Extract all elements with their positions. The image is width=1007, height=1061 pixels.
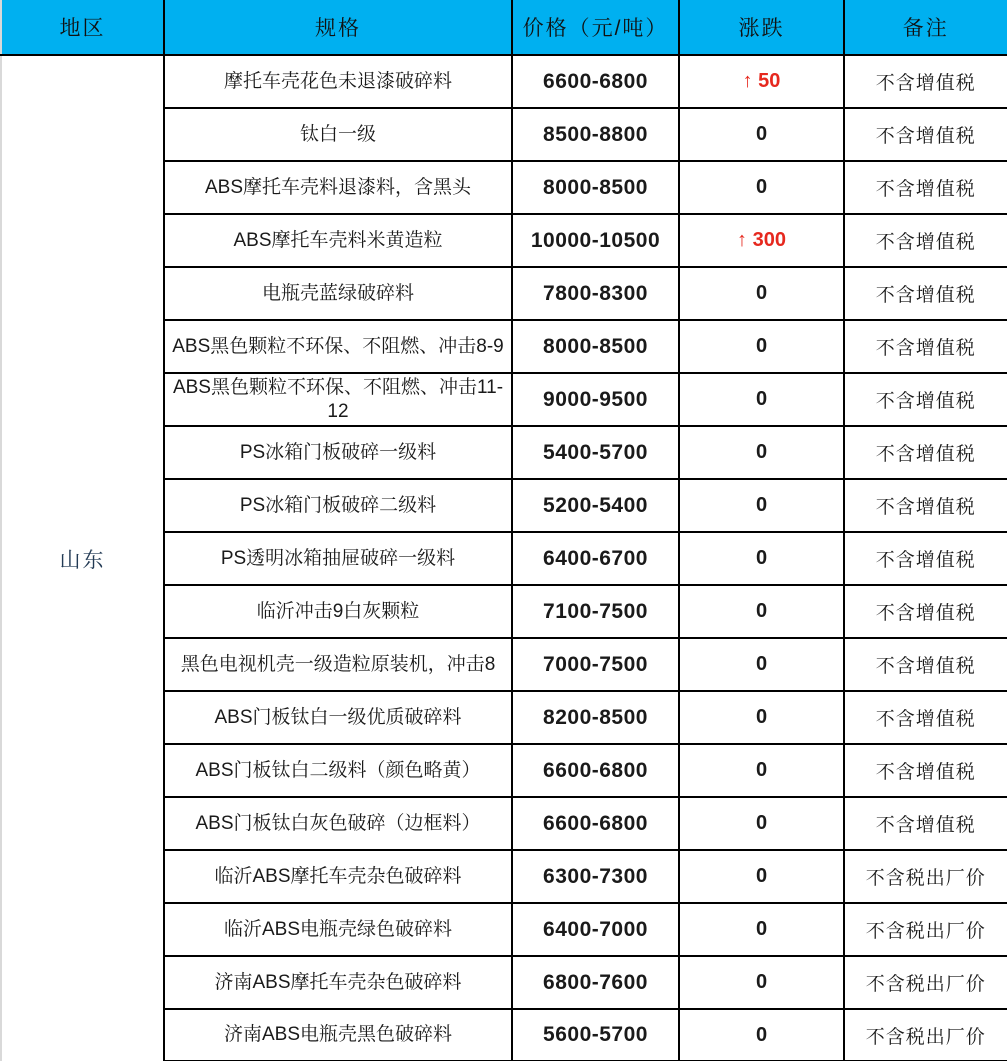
change-cell: 0 [679,585,844,638]
change-cell: 0 [679,691,844,744]
change-cell: ↑ 50 [679,55,844,108]
price-cell: 5600-5700 [512,1009,679,1061]
price-cell: 9000-9500 [512,373,679,426]
spec-cell: 临沂ABS摩托车壳杂色破碎料 [164,850,512,903]
price-cell: 6400-6700 [512,532,679,585]
change-cell: 0 [679,532,844,585]
remark-cell: 不含增值税 [844,532,1007,585]
spec-cell: PS冰箱门板破碎二级料 [164,479,512,532]
spec-cell: PS透明冰箱抽屉破碎一级料 [164,532,512,585]
remark-cell: 不含税出厂价 [844,850,1007,903]
change-cell: 0 [679,744,844,797]
spec-cell: ABS摩托车壳料退漆料，含黑头 [164,161,512,214]
remark-cell: 不含增值税 [844,585,1007,638]
region-cell: 山东 [1,55,164,1061]
change-cell: ↑ 300 [679,214,844,267]
spec-cell: ABS黑色颗粒不环保、不阻燃、冲击11-12 [164,373,512,426]
price-cell: 7800-8300 [512,267,679,320]
spec-cell: PS冰箱门板破碎一级料 [164,426,512,479]
price-cell: 7100-7500 [512,585,679,638]
price-cell: 6400-7000 [512,903,679,956]
change-cell: 0 [679,479,844,532]
spec-cell: 钛白一级 [164,108,512,161]
spec-cell: 临沂ABS电瓶壳绿色破碎料 [164,903,512,956]
price-cell: 8500-8800 [512,108,679,161]
col-header-remark: 备注 [844,0,1007,55]
price-cell: 6600-6800 [512,797,679,850]
col-header-spec: 规格 [164,0,512,55]
price-cell: 6600-6800 [512,55,679,108]
price-cell: 8000-8500 [512,161,679,214]
spec-cell: ABS门板钛白一级优质破碎料 [164,691,512,744]
remark-cell: 不含增值税 [844,161,1007,214]
spec-cell: 黑色电视机壳一级造粒原装机，冲击8 [164,638,512,691]
change-cell: 0 [679,161,844,214]
spec-cell: 济南ABS摩托车壳杂色破碎料 [164,956,512,1009]
remark-cell: 不含增值税 [844,691,1007,744]
remark-cell: 不含增值税 [844,638,1007,691]
price-cell: 6800-7600 [512,956,679,1009]
change-cell: 0 [679,903,844,956]
change-cell: 0 [679,1009,844,1061]
spec-cell: ABS摩托车壳料米黄造粒 [164,214,512,267]
price-cell: 7000-7500 [512,638,679,691]
change-cell: 0 [679,108,844,161]
remark-cell: 不含税出厂价 [844,956,1007,1009]
spec-cell: 济南ABS电瓶壳黑色破碎料 [164,1009,512,1061]
table-body [1,55,1007,1061]
change-cell: 0 [679,267,844,320]
change-cell: 0 [679,638,844,691]
change-cell: 0 [679,426,844,479]
change-cell: 0 [679,797,844,850]
price-cell: 5200-5400 [512,479,679,532]
change-cell: 0 [679,850,844,903]
remark-cell: 不含增值税 [844,214,1007,267]
col-header-price: 价格（元/吨） [512,0,679,55]
price-cell: 10000-10500 [512,214,679,267]
spec-cell: 临沂冲击9白灰颗粒 [164,585,512,638]
col-header-region: 地区 [1,0,164,55]
spec-cell: 摩托车壳花色未退漆破碎料 [164,55,512,108]
spec-cell: ABS门板钛白灰色破碎（边框料） [164,797,512,850]
remark-cell: 不含增值税 [844,55,1007,108]
remark-cell: 不含增值税 [844,108,1007,161]
col-header-change: 涨跌 [679,0,844,55]
price-cell: 6600-6800 [512,744,679,797]
spec-cell: ABS黑色颗粒不环保、不阻燃、冲击8-9 [164,320,512,373]
spec-cell: 电瓶壳蓝绿破碎料 [164,267,512,320]
change-cell: 0 [679,373,844,426]
price-cell: 8200-8500 [512,691,679,744]
change-cell: 0 [679,320,844,373]
table-header [1,0,1007,55]
remark-cell: 不含增值税 [844,373,1007,426]
change-cell: 0 [679,956,844,1009]
remark-cell: 不含增值税 [844,426,1007,479]
spec-cell: ABS门板钛白二级料（颜色略黄） [164,744,512,797]
table-row [1,55,1007,108]
remark-cell: 不含增值税 [844,267,1007,320]
price-cell: 6300-7300 [512,850,679,903]
remark-cell: 不含增值税 [844,320,1007,373]
remark-cell: 不含税出厂价 [844,1009,1007,1061]
remark-cell: 不含增值税 [844,744,1007,797]
price-cell: 8000-8500 [512,320,679,373]
price-cell: 5400-5700 [512,426,679,479]
remark-cell: 不含增值税 [844,797,1007,850]
remark-cell: 不含增值税 [844,479,1007,532]
header-row [1,0,1007,55]
remark-cell: 不含税出厂价 [844,903,1007,956]
